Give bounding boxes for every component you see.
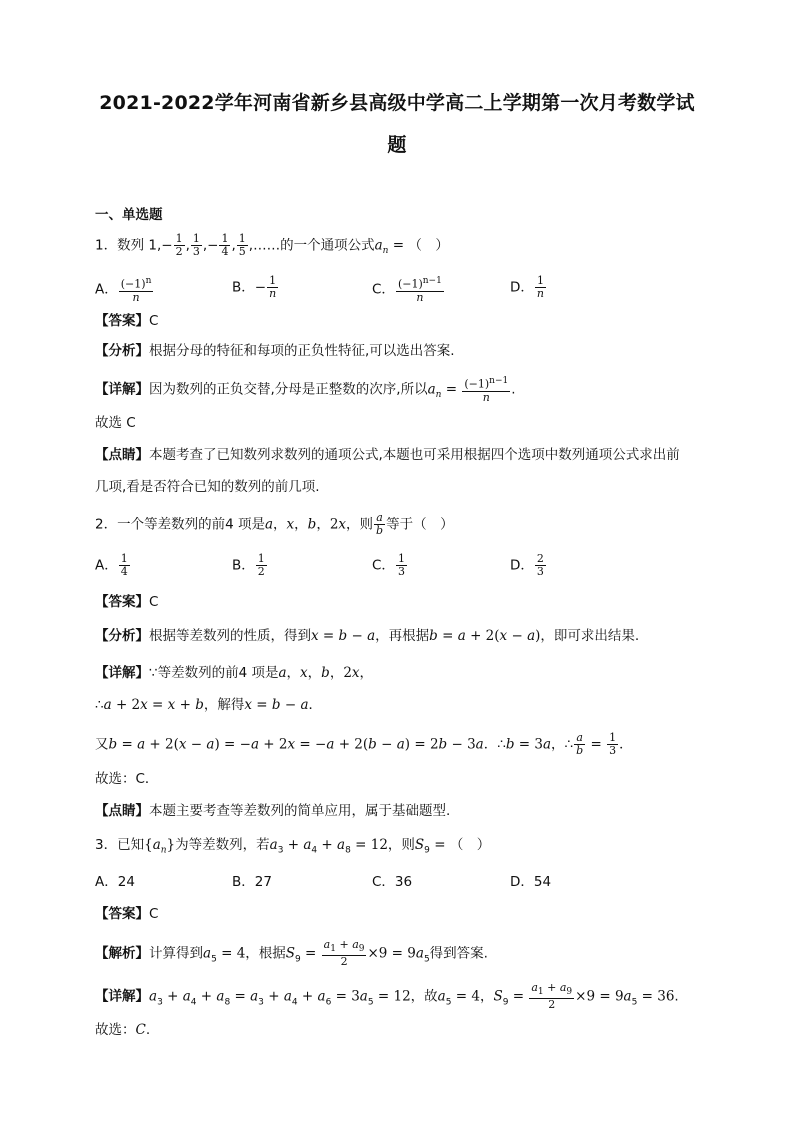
q1-option-c: C． $\frac{(-1)^{n-1}}{n}$ bbox=[372, 276, 442, 304]
q1-comment-continued: 几项,看是否符合已知的数列的前几项. bbox=[95, 479, 320, 495]
q3-answer: 【答案】C bbox=[95, 906, 159, 922]
q1-option-a: A． $\frac{(-1)^n}{n}$ bbox=[95, 276, 152, 304]
question-2: 2．一个等差数列的前4 项是a，x，b，2x，则 $\frac{a}{b}$ 等于（ ） bbox=[95, 511, 454, 537]
document-title-continued: 题 bbox=[387, 134, 407, 156]
q3-option-c: C．36 bbox=[372, 874, 413, 890]
q2-detail-step-3: 又b = a + 2(x − a) = −a + 2x = −a + 2(b − a) = 2b − 3a．∴b = 3a，∴ $\frac{a}{b}$ = $\frac{1}{3}$ ． bbox=[95, 731, 633, 757]
q1-option-b: B．− $\frac{1}{n}$ bbox=[232, 274, 277, 300]
document-title: 2021-2022学年河南省新乡县高级中学高二上学期第一次月考数学试 bbox=[99, 92, 695, 114]
question-1: 1．数列 1,− $\frac{1}{2}$ , $\frac{1}{3}$ ,− $\frac{1}{4}$ , $\frac{1}{5}$ ,……的一个通项公式$a_n$ = （ ） bbox=[95, 232, 449, 258]
q3-option-a: A．24 bbox=[95, 874, 135, 890]
q2-option-b: B． $\frac{1}{2}$ bbox=[232, 552, 265, 578]
question-3: 3．已知$\{a_n\}$为等差数列，若$a_3 + a_4 + a_8 = 12$，则$S_9$ = （ ） bbox=[95, 837, 491, 856]
q2-comment: 【点睛】本题主要考查等差数列的简单应用，属于基础题型. bbox=[95, 803, 451, 819]
q2-option-a: A． $\frac{1}{4}$ bbox=[95, 552, 128, 578]
q2-detail-step-2: ∴a + 2x = x + b，解得x = b − a． bbox=[95, 697, 323, 713]
q1-conclusion: 故选 C bbox=[95, 415, 136, 431]
q3-analysis: 【解析】计算得到$a_5 = 4$，根据$S_9$ = $\frac{a_1 + a_9}{2}$ $\times 9 = 9a_5$得到答案. bbox=[95, 938, 488, 969]
q2-detail: 【详解】∵等差数列的前4 项是a，x，b，2x， bbox=[95, 665, 374, 681]
q2-option-d: D． $\frac{2}{3}$ bbox=[510, 552, 544, 578]
q1-answer: 【答案】C bbox=[95, 313, 159, 329]
q3-option-d: D．54 bbox=[510, 874, 552, 890]
q2-option-c: C． $\frac{1}{3}$ bbox=[372, 552, 405, 578]
q3-conclusion: 故选：C. bbox=[95, 1022, 151, 1038]
q1-option-d: D． $\frac{1}{n}$ bbox=[510, 274, 544, 300]
q2-conclusion: 故选：C． bbox=[95, 771, 159, 787]
section-heading: 一、单选题 bbox=[95, 207, 163, 223]
q1-comment: 【点睛】本题考查了已知数列求数列的通项公式,本题也可采用根据四个选项中数列通项公式求出前 bbox=[95, 447, 680, 463]
q2-analysis: 【分析】根据等差数列的性质，得到x = b − a，再根据b = a + 2(x − a)，即可求出结果. bbox=[95, 628, 640, 644]
q2-answer: 【答案】C bbox=[95, 594, 159, 610]
q3-option-b: B．27 bbox=[232, 874, 272, 890]
q3-detail: 【详解】$a_3 + a_4 + a_8 = a_3 + a_4 + a_6 = 3a_5 = 12$，故$a_5 = 4$，$S_9$ = $\frac{a_1 + a_9}{2}$ $\times 9 = 9a_5 = 36$. bbox=[95, 981, 679, 1012]
q1-detail: 【详解】因为数列的正负交替,分母是正整数的次序,所以$a_n$ = $\frac{(-1)^{n-1}}{n}$ . bbox=[95, 376, 516, 404]
q1-analysis: 【分析】根据分母的特征和每项的正负性特征,可以选出答案. bbox=[95, 343, 455, 359]
